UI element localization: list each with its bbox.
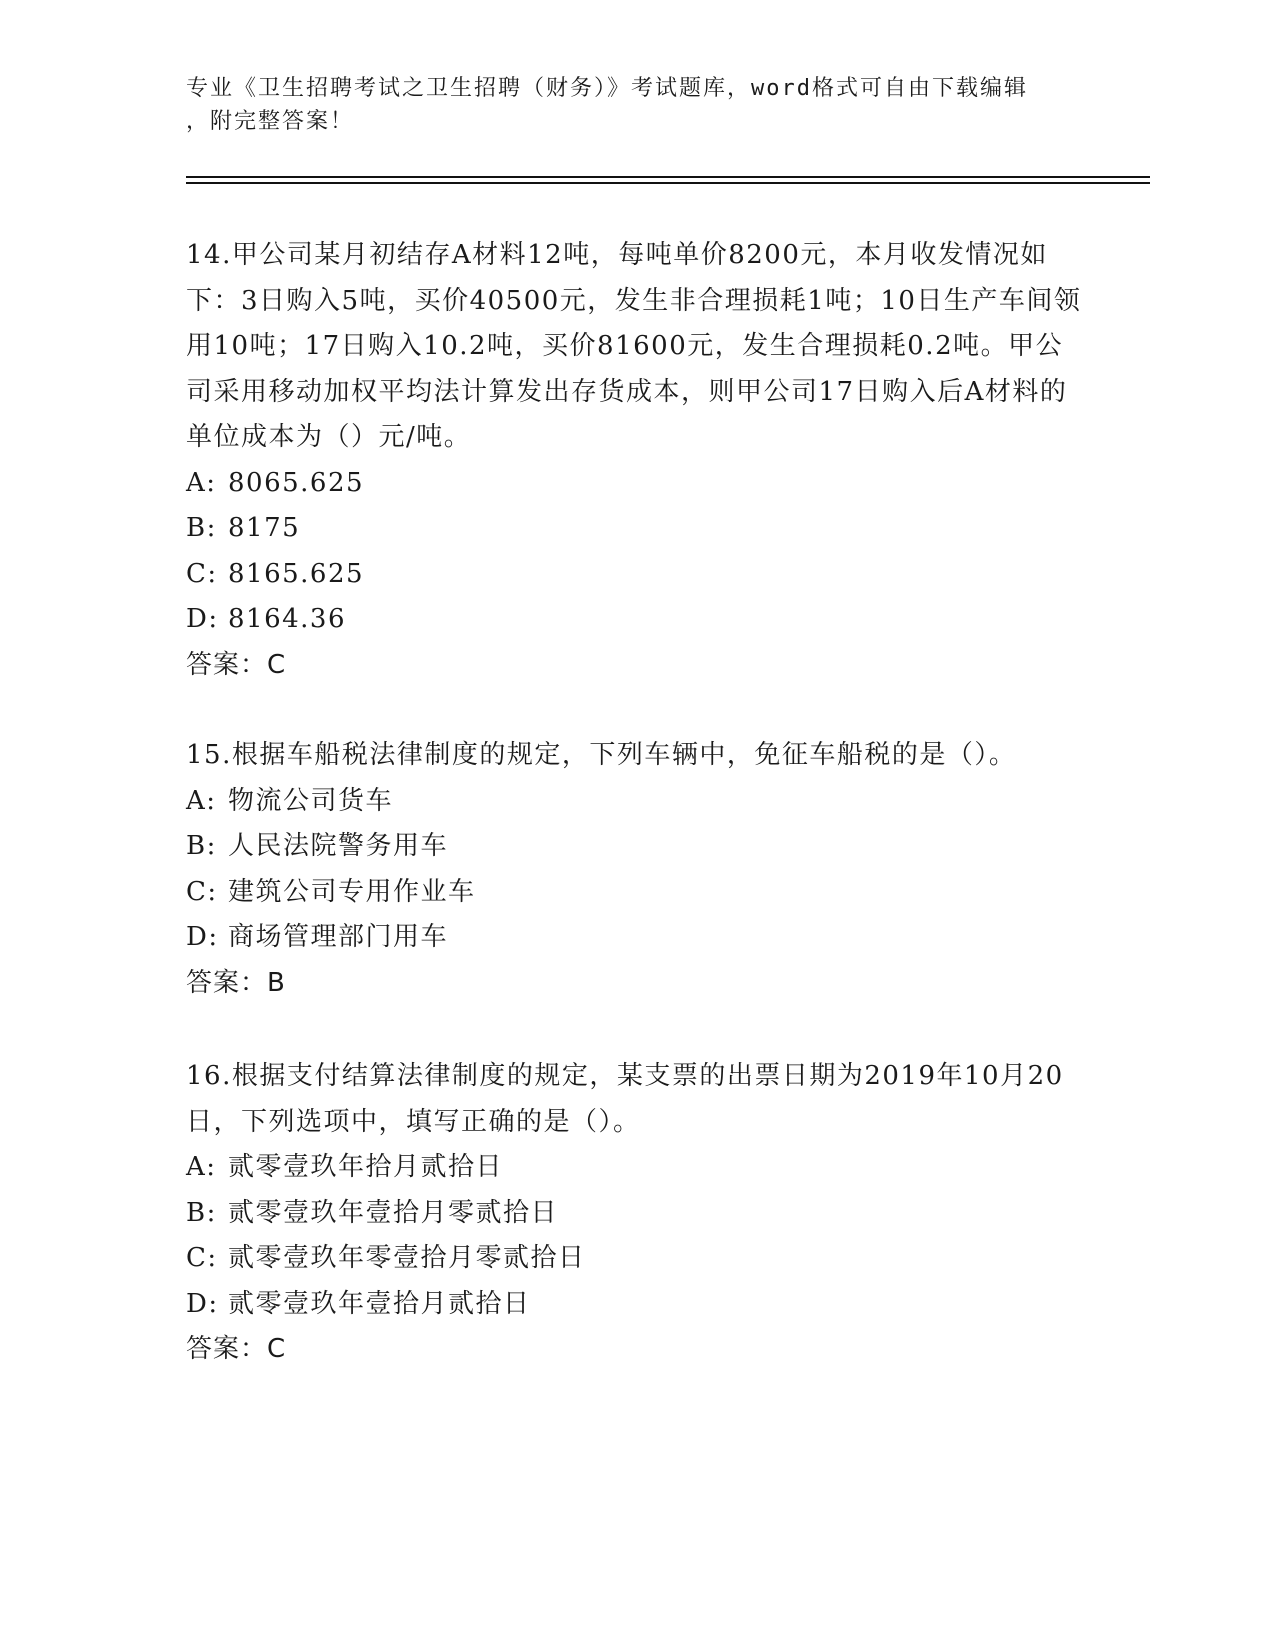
question-stem: 14.甲公司某月初结存A材料12吨，每吨单价8200元，本月收发情况如下：3日购入5吨，买价40500元，发生非合理损耗1吨；10日生产车间领用10吨；17日购入10.2吨，买价81600元，发生合理损耗0.2吨。甲公司采用移动加权平均法计算发出存货成本，则甲公司17日购入后A材料的单位成本为（）元/吨。 [186, 240, 1082, 452]
option-letter: B: [186, 831, 217, 861]
answer-line: 答案：C [186, 1334, 287, 1364]
option-text: 物流公司货车 [228, 785, 394, 816]
header-divider-top [186, 176, 1150, 178]
answer-line: 答案：C [186, 649, 287, 680]
question-stem: 16.根据支付结算法律制度的规定，某支票的出票日期为2019年10月20日，下列选项中，填写正确的是（）。 [186, 1061, 1064, 1137]
option-text: 商场管理部门用车 [228, 922, 449, 952]
option-text: 贰零壹玖年壹拾月零贰拾日 [228, 1197, 559, 1228]
option-a [186, 1145, 1086, 1191]
option-text: 贰零壹玖年壹拾月贰拾日 [228, 1288, 531, 1319]
option-letter: D: [186, 922, 219, 952]
document-header [186, 72, 1066, 138]
option-letter: C: [186, 876, 218, 907]
option-c [186, 870, 1086, 916]
question-15 [186, 733, 1086, 1006]
option-letter: C: [186, 1243, 218, 1273]
option-b [186, 506, 1086, 552]
option-letter: C: [186, 558, 218, 589]
header-line-2: ，附完整答案！ [186, 109, 355, 134]
option-d [186, 915, 1086, 961]
option-letter: B: [186, 513, 217, 543]
option-text: 贰零壹玖年拾月贰拾日 [228, 1152, 504, 1182]
option-c [186, 1236, 1086, 1282]
option-letter: A: [186, 467, 217, 498]
option-a [186, 779, 1086, 825]
option-d [186, 1282, 1086, 1328]
option-letter: B: [186, 1197, 217, 1228]
option-a [186, 461, 1086, 507]
option-text: 8175 [228, 513, 301, 543]
answer-line: 答案：B [186, 967, 286, 998]
option-letter: D: [186, 1288, 219, 1319]
option-text: 8065.625 [228, 467, 365, 498]
header-divider-bottom [186, 182, 1150, 184]
option-text: 人民法院警务用车 [228, 831, 449, 861]
option-text: 8165.625 [228, 558, 365, 589]
question-16 [186, 1054, 1086, 1373]
header-line-1: 专业《卫生招聘考试之卫生招聘（财务）》考试题库，word格式可自由下载编辑 [186, 76, 1028, 101]
option-letter: A: [186, 785, 217, 816]
question-stem: 15.根据车船税法律制度的规定，下列车辆中，免征车船税的是（）。 [186, 740, 1017, 770]
option-letter: A: [186, 1152, 217, 1182]
question-14 [186, 233, 1086, 688]
option-c [186, 552, 1086, 598]
option-d [186, 597, 1086, 643]
option-letter: D: [186, 604, 219, 634]
option-text: 8164.36 [228, 604, 347, 634]
option-b [186, 1191, 1086, 1237]
option-text: 建筑公司专用作业车 [228, 876, 476, 907]
option-b [186, 824, 1086, 870]
option-text: 贰零壹玖年零壹拾月零贰拾日 [228, 1243, 586, 1273]
